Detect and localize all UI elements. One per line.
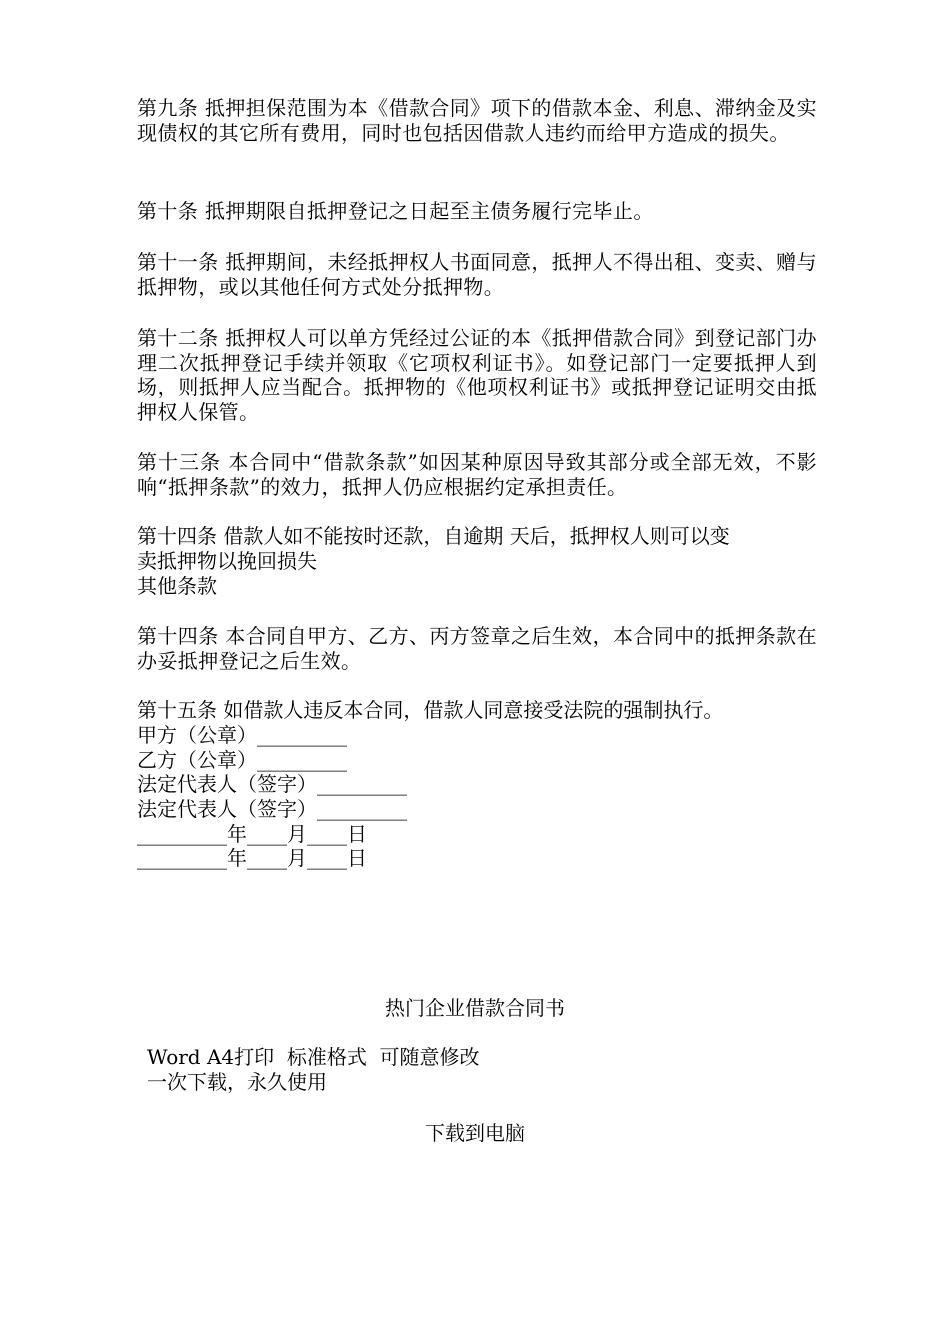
clause-14a-line-2: 卖抵押物以挽回损失 (137, 549, 317, 573)
clause-14b: 第十四条 本合同自甲方、乙方、丙方签章之后生效，本合同中的抵押条款在办妥抵押登记之后生效。 (137, 624, 817, 673)
sign-date-2: _________年____月____日 (137, 846, 367, 870)
clause-9: 第九条 抵押担保范围为本《借款合同》项下的借款本金、利息、滞纳金及实现债权的其它所有费用，同时也包括因借款人违约而给甲方造成的损失。 (137, 96, 817, 145)
other-terms-heading: 其他条款 (137, 574, 217, 598)
clause-13: 第十三条 本合同中“借款条款”如因某种原因导致其部分或全部无效，不影响“抵押条款”的效力，抵押人仍应根据约定承担责任。 (137, 450, 817, 499)
clause-12: 第十二条 抵押权人可以单方凭经过公证的本《抵押借款合同》到登记部门办理二次抵押登记手续并领取《它项权利证书》。如登记部门一定要抵押人到场，则抵押人应当配合。抵押物的《他项权利证书》或抵押登记证明交由抵押权人保管。 (137, 326, 817, 424)
clause-11: 第十一条 抵押期间，未经抵押权人书面同意，抵押人不得出租、变卖、赠与抵押物，或以其他任何方式处分抵押物。 (137, 250, 817, 299)
party-a-seal: 甲方（公章）_________ (137, 723, 347, 747)
promo-usage: 一次下载，永久使用 (147, 1070, 327, 1094)
download-link[interactable]: 下载到电脑 (425, 1121, 525, 1145)
legal-rep-signature-1: 法定代表人（签字）_________ (137, 772, 407, 796)
clause-14a-line-1: 第十四条 借款人如不能按时还款，自逾期 天后，抵押权人则可以变 (137, 524, 730, 548)
promo-title: 热门企业借款合同书 (385, 996, 565, 1020)
sign-date-1: _________年____月____日 (137, 822, 367, 846)
promo-features: Word A4打印 标准格式 可随意修改 (147, 1045, 480, 1069)
clause-10: 第十条 抵押期限自抵押登记之日起至主债务履行完毕止。 (137, 199, 654, 223)
party-b-seal: 乙方（公章）_________ (137, 748, 347, 772)
legal-rep-signature-2: 法定代表人（签字）_________ (137, 797, 407, 821)
clause-15: 第十五条 如借款人违反本合同，借款人同意接受法院的强制执行。 (137, 698, 724, 722)
